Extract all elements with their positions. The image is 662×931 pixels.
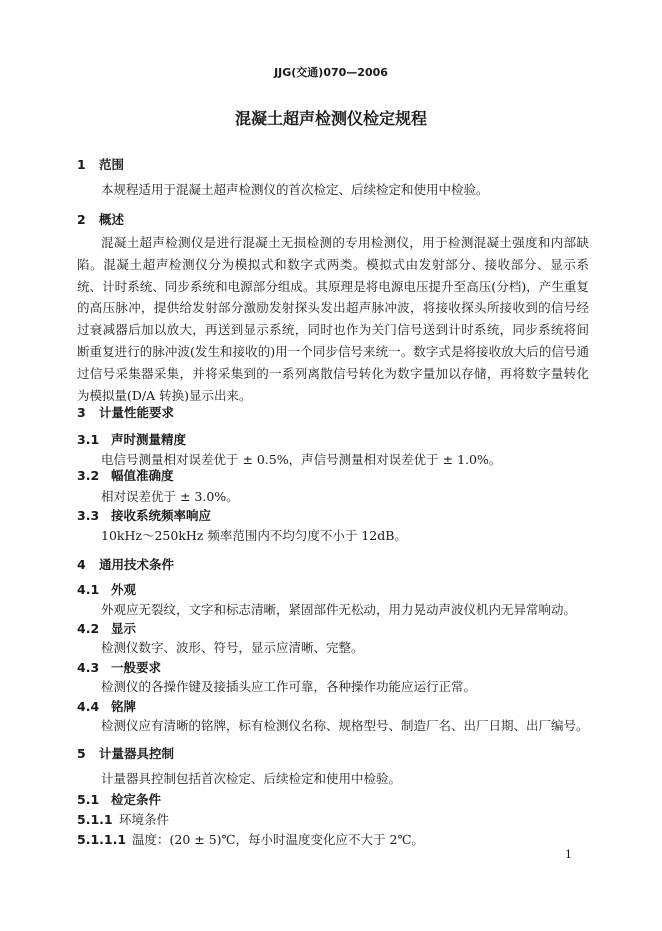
section-4-4-text: 检测仪应有清晰的铭牌，标有检测仪名称、规格型号、制造厂名、出厂日期、出厂编号。 [101, 718, 589, 733]
section-4-3-text: 检测仪的各操作键及接插头应工作可靠，各种操作功能应运行正常。 [101, 679, 477, 694]
section-title: 环境条件 [119, 812, 170, 827]
section-number: 3.1 [77, 432, 100, 447]
standard-code-header: JJG(交通)070—2006 [274, 66, 388, 79]
section-number: 3 [77, 405, 86, 420]
section-title: 一般要求 [111, 660, 162, 675]
section-2-heading [77, 210, 124, 228]
section-number: 4 [77, 557, 86, 572]
section-5-1-1-heading [77, 810, 169, 828]
section-title: 显示 [111, 621, 137, 636]
section-number: 5.1.1.1 [77, 832, 127, 847]
section-number: 3.3 [77, 508, 100, 523]
section-1-heading [77, 155, 124, 173]
section-number: 5.1.1 [77, 812, 113, 827]
section-number: 4.4 [77, 699, 100, 714]
section-title: 外观 [111, 582, 137, 597]
section-title: 通用技术条件 [99, 557, 175, 572]
section-5-text: 计量器具控制包括首次检定、后续检定和使用中检验。 [101, 771, 402, 786]
section-title: 幅值准确度 [111, 468, 174, 483]
section-number: 4.1 [77, 582, 100, 597]
page-number: 1 [565, 848, 572, 861]
section-number: 5.1 [77, 792, 100, 807]
section-4-2-text: 检测仪数字、波形、符号，显示应清晰、完整。 [101, 640, 364, 655]
section-number: 1 [77, 157, 86, 172]
section-3-1-heading [77, 430, 186, 448]
section-4-1-text: 外观应无裂纹，文字和标志清晰，紧固部件无松动，用力晃动声波仪机内无异常响动。 [101, 602, 577, 617]
section-3-3-text: 10kHz～250kHz 频率范围内不均匀度不小于 12dB。 [101, 528, 407, 543]
section-title: 概述 [99, 212, 125, 227]
section-number: 5 [77, 746, 86, 761]
section-title: 计量性能要求 [99, 405, 175, 420]
section-4-2-heading [77, 619, 136, 637]
section-title: 声时测量精度 [111, 432, 187, 447]
section-3-2-heading [77, 466, 174, 484]
section-3-2-text: 相对误差优于 ± 3.0%。 [101, 489, 239, 504]
section-number: 2 [77, 212, 86, 227]
section-3-3-heading [77, 506, 211, 524]
section-5-heading [77, 744, 174, 762]
section-text: 温度：(20 ± 5)℃，每小时温度变化应不大于 2℃。 [132, 832, 424, 847]
section-2-text: 混凝土超声检测仪是进行混凝土无损检测的专用检测仪，用于检测混凝土强度和内部缺陷。混凝土超声检测仪分为模拟式和数字式两类。模拟式由发射部分、接收部分、显示系统、计时系统、同步系统和电源部分组成。其原理是将电源电压提升至高压(分档)，产生重复的高压脉冲，提供给发射部分激励发射探头发出超声脉冲波，将接收探头所接收到的信号经过衰减器后加以放大，再送到显示系统，同时也作为关门信号送到计时系统，同步系统将间断重复进行的脉冲波(发生和接收的)用一个同步信号来统一。数字式是将接收放大后的信号通过信号采集器采集，并将采集到的一系列离散信号转化为数字量加以存储，再将数字量转化为模拟量(D/A 转换)显示出来。 [77, 235, 589, 403]
section-5-1-1-1-item [77, 830, 424, 848]
section-title: 铭牌 [111, 699, 137, 714]
page-title: 混凝土超声检测仪检定规程 [234, 109, 427, 128]
section-5-1-heading [77, 790, 161, 808]
section-number: 3.2 [77, 468, 100, 483]
section-number: 4.3 [77, 660, 100, 675]
section-title: 范围 [99, 157, 125, 172]
section-3-1-text: 电信号测量相对误差优于 ± 0.5%，声信号测量相对误差优于 ± 1.0%。 [101, 452, 502, 467]
section-title: 计量器具控制 [99, 746, 175, 761]
section-title: 接收系统频率响应 [111, 508, 212, 523]
section-number: 4.2 [77, 621, 100, 636]
section-4-1-heading [77, 580, 136, 598]
section-4-3-heading [77, 658, 161, 676]
section-1-text: 本规程适用于混凝土超声检测仪的首次检定、后续检定和使用中检验。 [101, 182, 489, 197]
section-4-4-heading [77, 697, 136, 715]
section-title: 检定条件 [111, 792, 162, 807]
section-3-heading [77, 403, 174, 421]
section-4-heading [77, 555, 174, 573]
